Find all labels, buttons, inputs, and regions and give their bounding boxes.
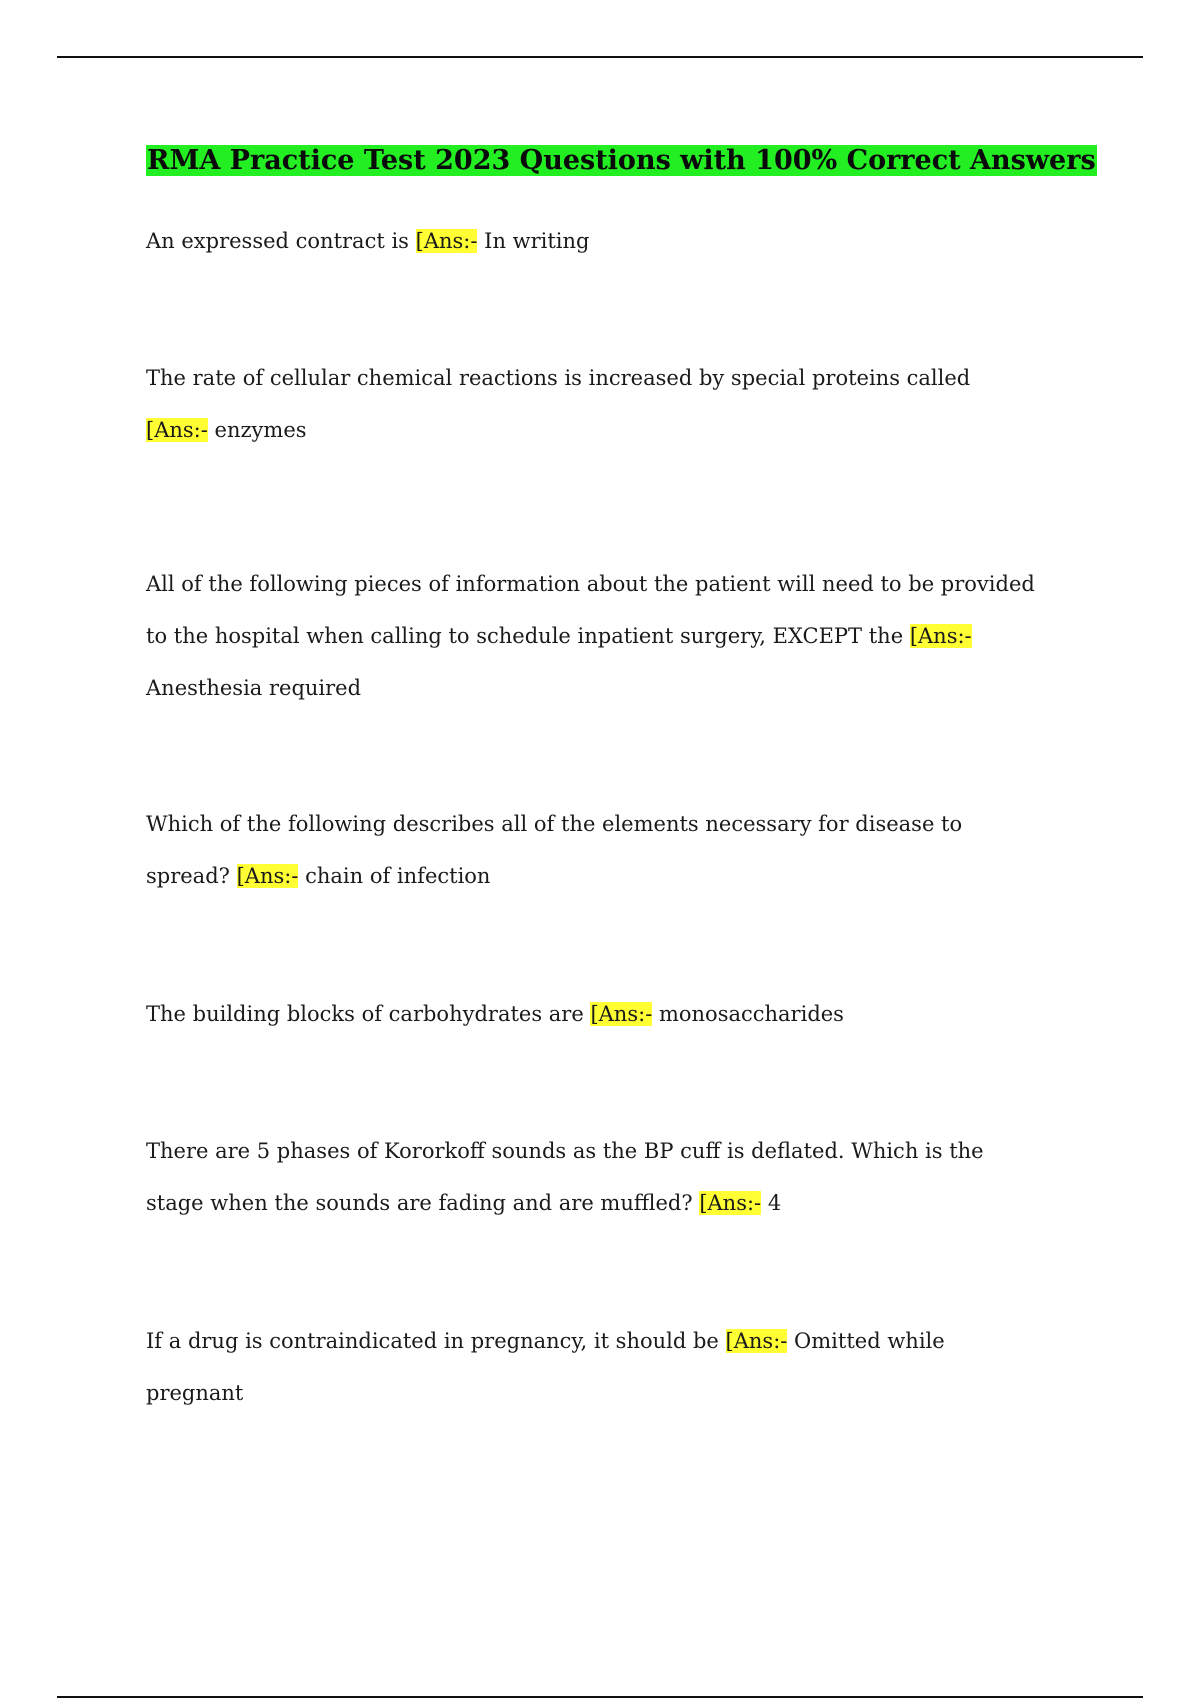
answer-text: Omitted while xyxy=(787,1329,945,1353)
question-6-line-2: stage when the sounds are fading and are muffled? [Ans:- 4 xyxy=(146,1191,782,1215)
question-6 xyxy=(146,1125,984,1229)
answer-marker: [Ans:- xyxy=(699,1191,762,1215)
question-3-line-1: All of the following pieces of information about the patient will need to be provided xyxy=(146,572,1035,596)
title-highlight: RMA Practice Test 2023 Questions with 100% Correct Answers xyxy=(147,145,1096,176)
question-7-line-1: If a drug is contraindicated in pregnancy, it should be [Ans:- Omitted while xyxy=(146,1329,945,1353)
answer-marker: [Ans:- xyxy=(415,229,478,253)
answer-marker: [Ans:- xyxy=(909,624,972,648)
question-4 xyxy=(146,798,962,902)
question-2-line-2 xyxy=(146,404,970,456)
question-1-line-1: An expressed contract is [Ans:- In writing xyxy=(146,229,590,253)
question-4-line-1: Which of the following describes all of the elements necessary for disease to xyxy=(146,812,963,836)
question-7-line-2: pregnant xyxy=(146,1381,244,1405)
answer-marker: [Ans:- xyxy=(146,418,208,442)
question-6-line-1: There are 5 phases of Kororkoff sounds as the BP cuff is deflated. Which is the xyxy=(146,1139,984,1163)
question-3-line-2: to the hospital when calling to schedule inpatient surgery, EXCEPT the [Ans:- xyxy=(146,624,972,648)
answer-marker: [Ans:- xyxy=(236,864,299,888)
answer-text: 4 xyxy=(761,1191,782,1215)
answer-text: monosaccharides xyxy=(652,1002,844,1026)
answer-text: chain of infection xyxy=(298,864,491,888)
question-1 xyxy=(146,215,590,267)
answer-text: In writing xyxy=(477,229,590,253)
question-2-line-1: The rate of cellular chemical reactions is increased by special proteins called xyxy=(146,366,971,390)
question-2 xyxy=(146,352,970,456)
answer-text: enzymes xyxy=(207,418,307,442)
top-rule xyxy=(57,56,1143,58)
question-3 xyxy=(146,558,1035,714)
bottom-rule xyxy=(57,1696,1143,1698)
answer-marker: [Ans:- xyxy=(725,1329,788,1353)
question-3-line-3: Anesthesia required xyxy=(146,676,362,700)
answer-marker: [Ans:- xyxy=(590,1002,653,1026)
page-title xyxy=(146,141,1097,181)
question-5-line-1: The building blocks of carbohydrates are [Ans:- monosaccharides xyxy=(146,1002,844,1026)
question-5 xyxy=(146,988,844,1040)
question-7 xyxy=(146,1315,945,1419)
question-4-line-2: spread? [Ans:- chain of infection xyxy=(146,864,491,888)
